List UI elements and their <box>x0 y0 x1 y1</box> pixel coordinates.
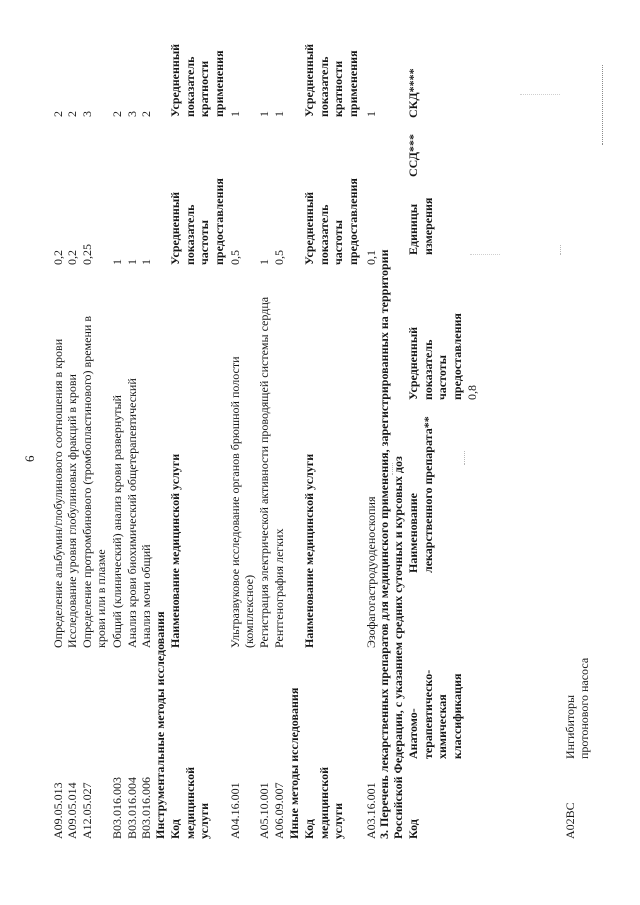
multiplicity-value: 2 <box>139 111 153 117</box>
service-code: A05.10.001 <box>257 782 271 839</box>
section-heading-instrumental: Инструментальные методы исследования <box>153 611 167 839</box>
multiplicity-value: 3 <box>80 111 94 117</box>
multiplicity-value: 1 <box>257 111 271 117</box>
service-name: Исследование уровня глобулиновых фракций в крови <box>65 374 79 648</box>
page-number: 6 <box>22 455 37 462</box>
column-header-name: Наименование медицинской услуги <box>302 453 316 648</box>
column-header-multiplicity: Усредненный показатель кратности применения <box>168 43 226 117</box>
service-name: Определение протромбинового (тромбопластинового) времени в <box>80 316 94 648</box>
drug-atc-group-continued: протонового насоса <box>577 657 591 759</box>
service-name-continued: крови или в плазме <box>94 549 108 648</box>
frequency-value: 1 <box>139 259 153 265</box>
multiplicity-value: 1 <box>272 111 286 117</box>
service-code: B03.016.004 <box>125 776 139 839</box>
frequency-value: 0,25 <box>80 244 94 265</box>
frequency-value: 0,1 <box>364 250 378 265</box>
service-code: A09.05.014 <box>65 782 79 839</box>
underline-rule <box>602 65 603 145</box>
frequency-value: 0,2 <box>51 250 65 265</box>
multiplicity-value: 3 <box>125 111 139 117</box>
column-header-code: Код медицинской услуги <box>302 766 345 839</box>
frequency-value: 1 <box>110 259 124 265</box>
service-code: A03.16.001 <box>364 782 378 839</box>
scan-artifact-mark <box>470 254 500 255</box>
service-code: B03.016.006 <box>139 776 153 839</box>
drug-header-code: Код <box>406 819 420 839</box>
column-header-frequency: Усредненный показатель частоты предоставления <box>302 178 360 265</box>
drug-frequency-value: 0,8 <box>465 385 479 400</box>
drug-header-atc: Анатомо- терапевтическо- химическая классификация <box>406 669 464 759</box>
drug-atc-group: Ингибиторы <box>563 694 577 759</box>
frequency-value: 1 <box>125 259 139 265</box>
scan-artifact-mark <box>520 94 560 95</box>
scan-artifact-line <box>464 451 465 465</box>
multiplicity-value: 2 <box>65 111 79 117</box>
service-code: A12.05.027 <box>80 782 94 839</box>
service-name: Ультразвуковое исследование органов брюшной полости <box>228 356 242 648</box>
column-header-multiplicity: Усредненный показатель кратности применения <box>302 43 360 117</box>
service-code: A09.05.013 <box>51 782 65 839</box>
drug-header-name: Наименование лекарственного препарата** <box>406 416 435 573</box>
frequency-value: 0,2 <box>65 250 79 265</box>
service-code: A04.16.001 <box>228 782 242 839</box>
multiplicity-value: 2 <box>51 111 65 117</box>
service-name: Анализ крови биохимический общетерапевтический <box>125 378 139 648</box>
column-header-code: Код медицинской услуги <box>168 766 211 839</box>
drug-header-ssd: ССД*** <box>406 134 420 177</box>
column-header-frequency: Усредненный показатель частоты предоставления <box>168 178 226 265</box>
drug-header-frequency: Усредненный показатель частоты предоставления <box>406 313 464 400</box>
multiplicity-value: 1 <box>228 111 242 117</box>
section3-title-line1: 3. Перечень лекарственных препаратов для медицинского применения, зарегистрированных на территории <box>377 249 391 839</box>
service-name: Анализ мочи общий <box>139 544 153 648</box>
frequency-value: 0,5 <box>228 250 242 265</box>
service-code: B03.016.003 <box>110 776 124 839</box>
service-name: Определение альбумин/глобулинового соотношения в крови <box>51 338 65 648</box>
drug-header-unit: Единицы измерения <box>406 197 435 255</box>
scan-artifact-line <box>560 245 561 255</box>
service-name: Регистрация электрической активности проводящей системы сердца <box>257 296 271 648</box>
multiplicity-value: 2 <box>110 111 124 117</box>
service-name: Общий (клинический) анализ крови развернутый <box>110 395 124 648</box>
section3-title-line2: Российской Федерации, с указанием средних суточных и курсовых доз <box>391 456 405 839</box>
section-heading-other: Иные методы исследования <box>287 687 301 839</box>
service-name: Рентгенография легких <box>272 528 286 648</box>
frequency-value: 1 <box>257 259 271 265</box>
drug-code: A02BC <box>563 802 577 839</box>
column-header-name: Наименование медицинской услуги <box>168 453 182 648</box>
drug-header-skd: СКД**** <box>406 68 420 118</box>
frequency-value: 0,5 <box>272 250 286 265</box>
service-name: Эзофагогастродуоденоскопия <box>364 496 378 648</box>
service-code: A06.09.007 <box>272 782 286 839</box>
service-name-continued: (комплексное) <box>242 574 256 648</box>
multiplicity-value: 1 <box>364 111 378 117</box>
